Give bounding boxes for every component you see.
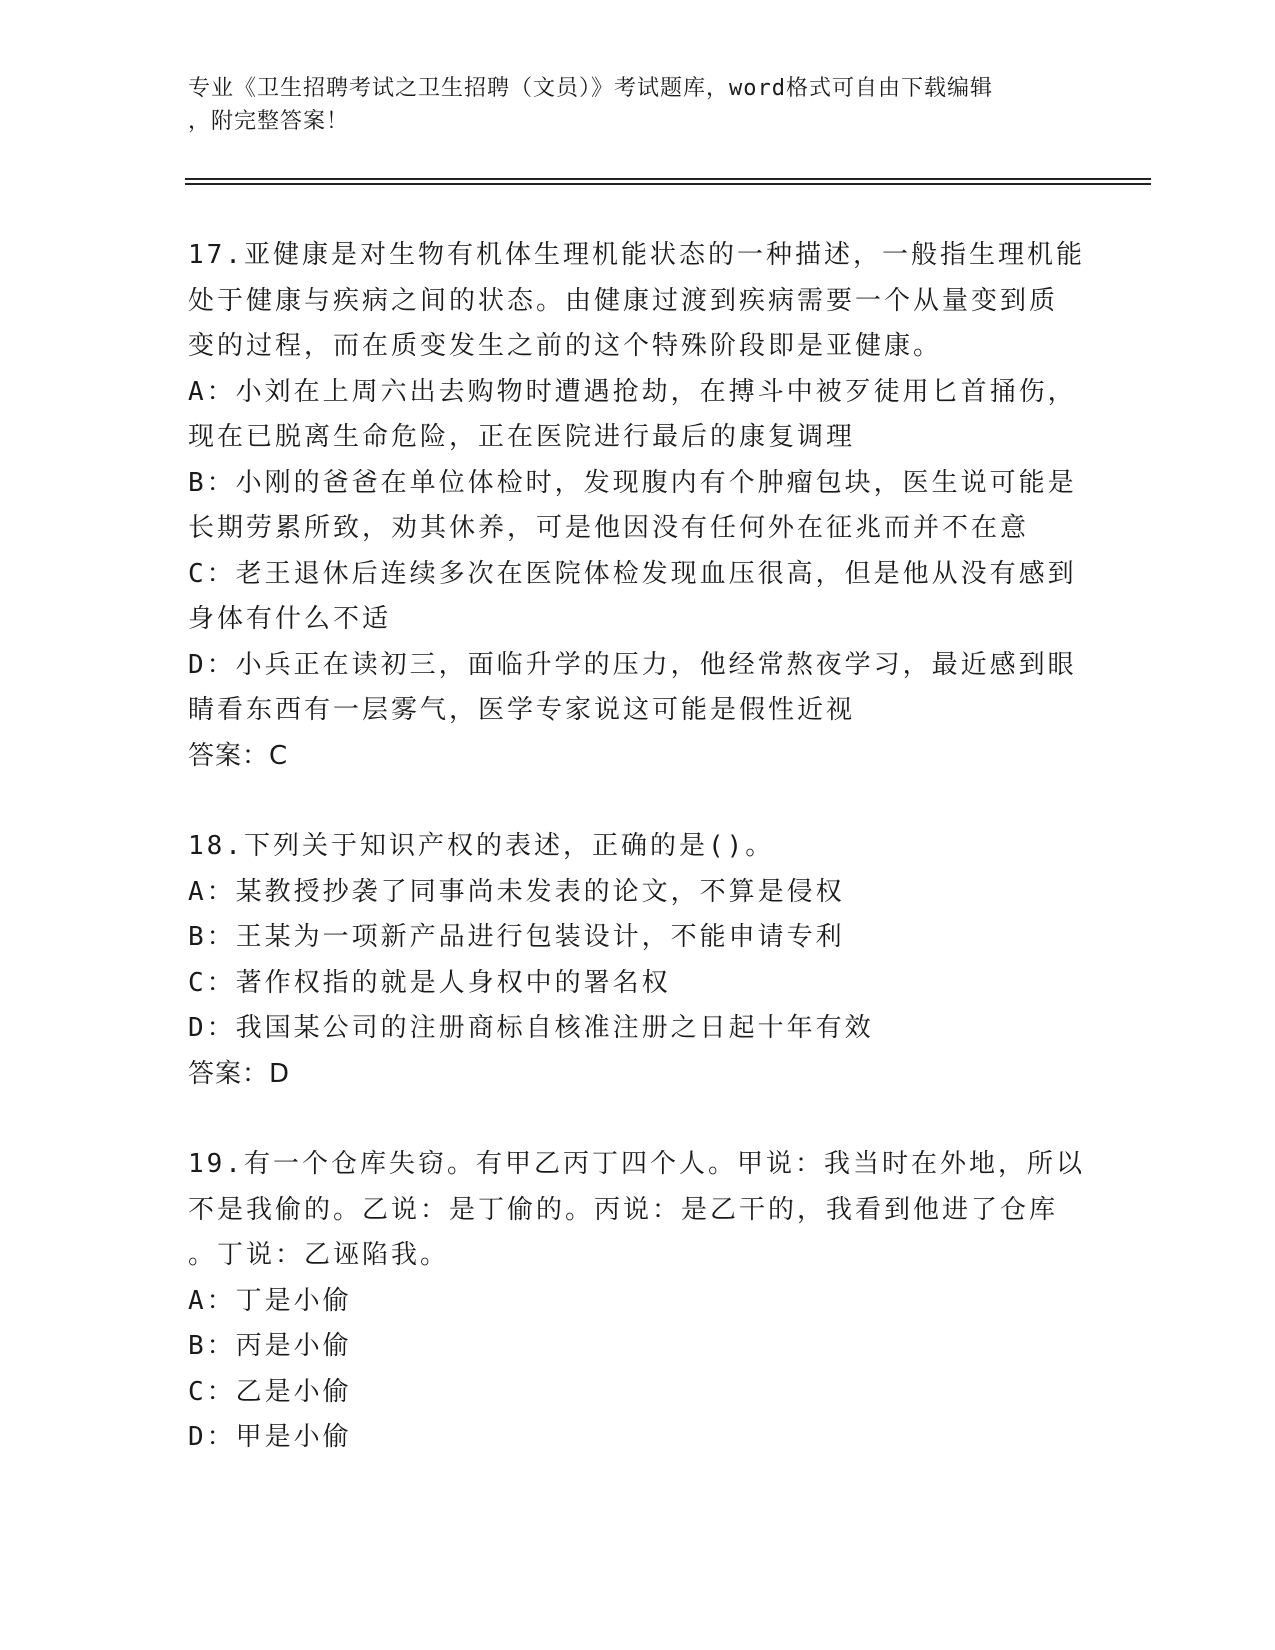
answer-option-line: B：王某为一项新产品进行包装设计，不能申请专利 bbox=[188, 922, 845, 952]
question-stem-line: 处于健康与疾病之间的状态。由健康过渡到疾病需要一个从量变到质 bbox=[188, 285, 1059, 316]
answer-option-line: B：丙是小偷 bbox=[188, 1331, 352, 1361]
document-header bbox=[188, 72, 1088, 138]
question-block bbox=[188, 1142, 1088, 1461]
answer-option-line: D：小兵正在读初三，面临升学的压力，他经常熬夜学习，最近感到眼 bbox=[188, 649, 1077, 680]
answer-option-line: D：甲是小偷 bbox=[188, 1422, 352, 1452]
question-stem-line: 。丁说：乙诬陷我。 bbox=[188, 1240, 450, 1270]
header-rule-top bbox=[185, 178, 1151, 180]
header-line-1: 专业《卫生招聘考试之卫生招聘（文员）》考试题库，word格式可自由下载编辑 bbox=[188, 76, 993, 101]
answer-option-line: D：我国某公司的注册商标自核准注册之日起十年有效 bbox=[188, 1013, 874, 1043]
question-stem-line: 不是我偷的。乙说：是丁偷的。丙说：是乙干的，我看到他进了仓库 bbox=[188, 1194, 1059, 1225]
answer-option-line: 身体有什么不适 bbox=[188, 604, 392, 634]
question-list bbox=[188, 233, 1088, 1461]
answer-option-line: 睛看东西有一层雾气，医学专家说这可能是假性近视 bbox=[188, 695, 856, 725]
answer-option-line: A：某教授抄袭了同事尚未发表的论文，不算是侵权 bbox=[188, 876, 845, 907]
header-rule-bottom bbox=[185, 183, 1151, 185]
question-stem-line: 变的过程，而在质变发生之前的这个特殊阶段即是亚健康。 bbox=[188, 331, 943, 361]
question-block bbox=[188, 233, 1088, 779]
question-stem-line: 18.下列关于知识产权的表述，正确的是()。 bbox=[188, 831, 775, 861]
header-line-2: ，附完整答案！ bbox=[188, 109, 350, 134]
question-stem-line: 17.亚健康是对生物有机体生理机能状态的一种描述，一般指生理机能 bbox=[188, 240, 1085, 270]
answer-option-line: C：乙是小偷 bbox=[188, 1376, 352, 1407]
answer-option-line: A：小刘在上周六出去购物时遭遇抢劫，在搏斗中被歹徒用匕首捅伤， bbox=[188, 376, 1077, 407]
answer-option-line: 现在已脱离生命危险，正在医院进行最后的康复调理 bbox=[188, 422, 856, 452]
answer-option-line: C：老王退休后连续多次在医院体检发现血压很高，但是他从没有感到 bbox=[188, 558, 1077, 589]
answer-key: 答案：C bbox=[188, 740, 289, 771]
answer-option-line: C：著作权指的就是人身权中的署名权 bbox=[188, 967, 671, 998]
question-block bbox=[188, 824, 1088, 1097]
answer-option-line: 长期劳累所致，劝其休养，可是他因没有任何外在征兆而并不在意 bbox=[188, 513, 1030, 543]
answer-key: 答案：D bbox=[188, 1058, 291, 1089]
answer-option-line: A：丁是小偷 bbox=[188, 1285, 352, 1316]
answer-option-line: B：小刚的爸爸在单位体检时，发现腹内有个肿瘤包块，医生说可能是 bbox=[188, 467, 1077, 498]
question-stem-line: 19.有一个仓库失窃。有甲乙丙丁四个人。甲说：我当时在外地，所以 bbox=[188, 1149, 1085, 1179]
